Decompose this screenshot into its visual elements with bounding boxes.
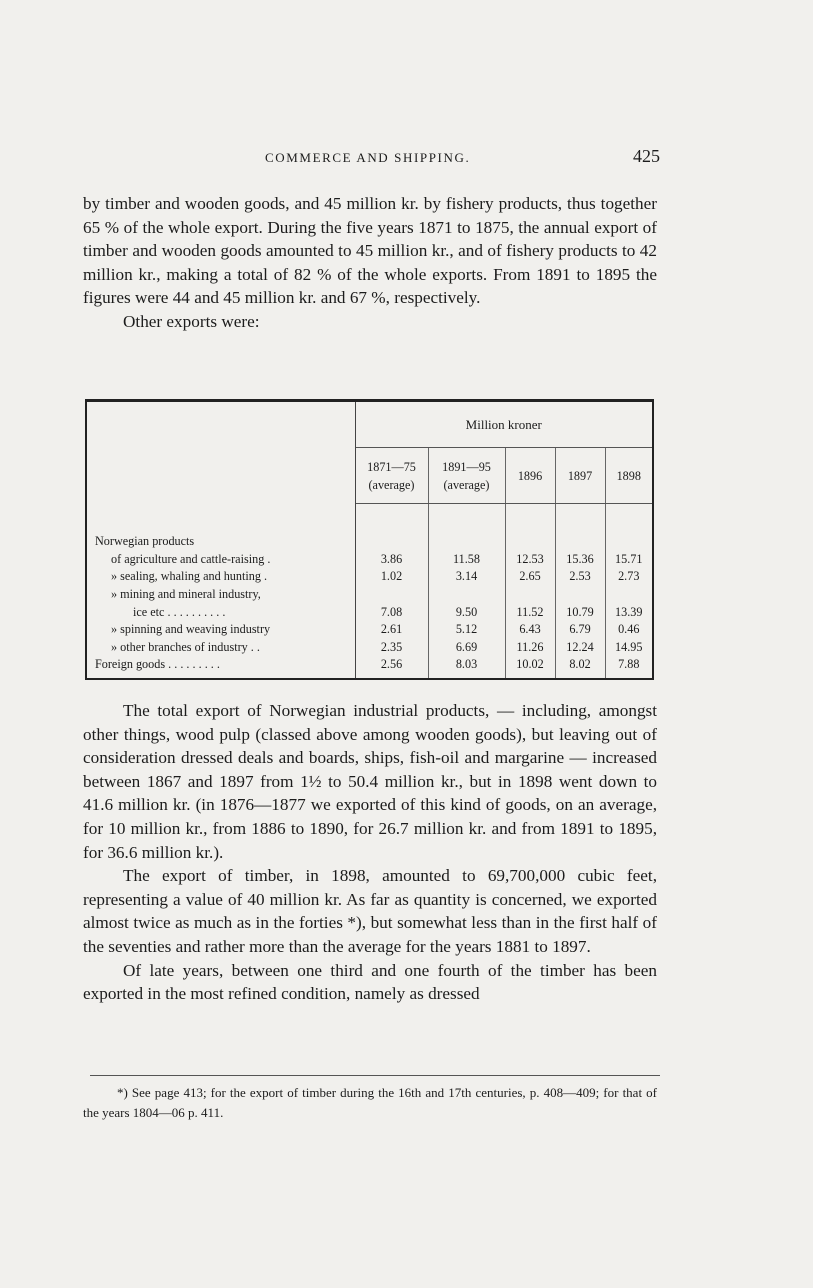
paragraph: Other exports were: [123,311,260,331]
row-label: » sealing, whaling and hunting . [111,569,268,584]
section-label: Norwegian products [95,534,195,549]
footnote-rule [90,1075,660,1076]
paragraph: The total export of Norwegian industrial products, — including, amongst other things, wood pulp (classed above among wooden goods), but leaving out of consideration dressed deals and boards, ships, fish-oil and margarine — increased between 1867 and 1897 from 1½ to 50.4 million kr., but in 1898 went down to 41.6 million kr. (in 1876—1877 we exported of this kind of goods, on an average, for 10 million kr., from 1886 to 1890, for 26.7 million kr. and from 1891 to 1895, for 36.6 million kr.). [83,701,657,862]
paragraph: Of late years, between one third and one fourth of the timber has been exported in the most refined condition, namely as dressed [83,960,657,1004]
row-label: » spinning and weaving industry [111,622,271,637]
data-column: 11.58 3.14 9.50 5.12 6.69 8.03 [428,504,505,679]
page-number: 425 [633,146,660,166]
data-column: 15.71 2.73 13.39 0.46 14.95 7.88 [605,504,652,679]
data-column: 3.86 1.02 7.08 2.61 2.35 2.56 [380,551,403,672]
label-column [87,402,355,678]
exports-table [85,399,654,680]
column-header: 1891—95 (average) [428,448,505,504]
group-header: Million kroner [465,416,542,432]
row-label: » other branches of industry . . [111,639,260,654]
column-header: 1871—75 (average) [355,448,428,504]
page-header [90,146,660,170]
row-label-continued: ice etc . . . . . . . . . . [133,604,226,619]
footnote-text: *) See page 413; for the export of timber during the 16th and 17th centuries, p. 408—409; for that of the years 1804—06 p. 411. [83,1085,657,1120]
paragraph: by timber and wooden goods, and 45 million kr. by fishery products, thus together 65 % of the whole export. During the five years 1871 to 1875, the annual export of timber and wooden goods amounted to 45 million kr., and of fishery products to 42 million kr., making a total of 82 % of the whole exports. From 1891 to 1895 the figures were 44 and 45 million kr. and 67 %, respectively. [83,194,657,308]
paragraph: The export of timber, in 1898, amounted to 69,700,000 cubic feet, representing a value of 40 million kr. As far as quantity is concerned, we exported almost twice as much as in the forties *), but somewhat less than in the first half of the seventies and rather more than the average for the years 1881 to 1897. [83,866,657,956]
running-head: COMMERCE AND SHIPPING. [265,150,471,165]
data-column: 12.53 2.65 11.52 6.43 11.26 10.02 [505,504,555,679]
column-header: 1896 [505,448,555,504]
row-label: Foreign goods . . . . . . . . . [95,657,220,672]
column-header: 1898 [605,448,652,504]
body-text-bottom [83,699,657,1006]
column-header: 1897 [555,448,605,504]
body-text-top [83,192,657,334]
footnote [83,1083,657,1123]
data-column: 15.36 2.53 10.79 6.79 12.24 8.02 [555,504,605,679]
row-label: of agriculture and cattle-raising . [111,551,271,566]
row-label: » mining and mineral industry, [111,587,261,602]
